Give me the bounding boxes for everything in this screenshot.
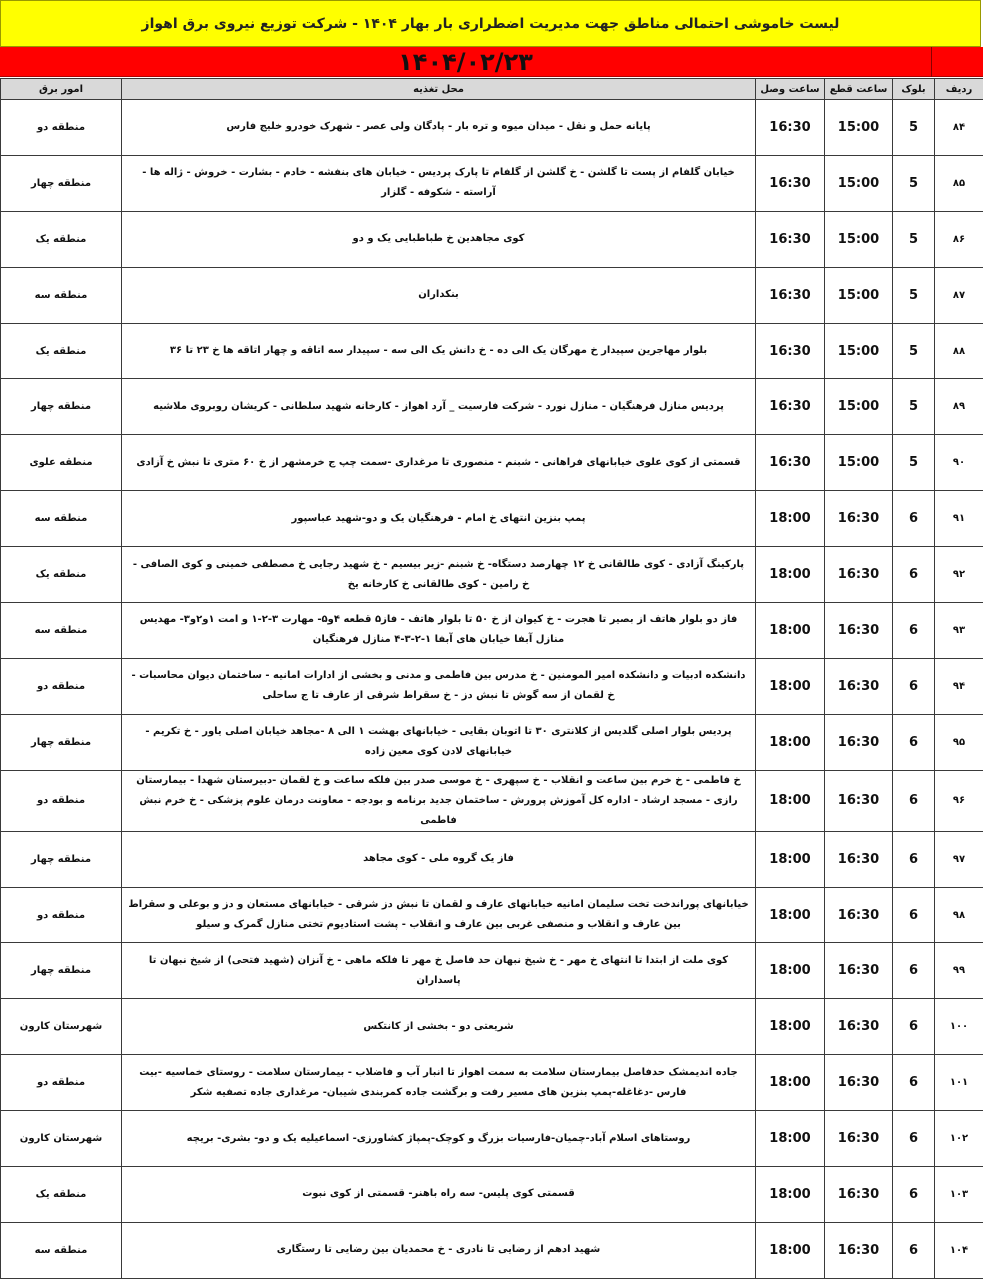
cut-time-cell: 16:30 [825, 547, 893, 603]
block-cell: 5 [893, 435, 935, 491]
location-cell: شریعتی دو - بخشی از کانتکس [122, 999, 756, 1055]
row-number-cell: ۸۹ [935, 379, 983, 435]
row-number-cell: ۹۹ [935, 943, 983, 999]
cut-time-cell: 16:30 [825, 831, 893, 887]
location-cell: فاز دو بلوار هاتف از بصیر تا هجرت - خ کیوان از خ ۵۰ تا بلوار هاتف - فاز۵ قطعه ۴و۵- مهارت ۳-۲-۱ و امت ۱و۲و۳- مهدیس منازل آبفا خیابان های آبفا ۱-۲-۳-۴ منازل فرهنگیان [122, 603, 756, 659]
block-cell: 6 [893, 999, 935, 1055]
connect-time-cell: 16:30 [756, 435, 825, 491]
department-cell: منطقه چهار [1, 714, 122, 770]
location-cell: قسمتی کوی پلیس- سه راه باهنر- قسمتی از کوی نبوت [122, 1167, 756, 1223]
connect-time-cell: 18:00 [756, 658, 825, 714]
location-cell: جاده اندیمشک حدفاصل بیمارستان سلامت به سمت اهواز تا انبار آب و فاضلاب - بیمارستان سلامت - روستای خماسیه -بیت فارس -دغاغله-پمپ بنزین های مسیر رفت و برگشت جاده کمربندی شیبان- مرغداری جاده تصفیه شکر [122, 1055, 756, 1111]
location-cell: پایانه حمل و نقل - میدان میوه و تره بار - پادگان ولی عصر - شهرک خودرو خلیج فارس [122, 100, 756, 156]
block-cell: 6 [893, 714, 935, 770]
connect-time-cell: 18:00 [756, 1111, 825, 1167]
table-row [1, 100, 983, 156]
connect-time-cell: 16:30 [756, 323, 825, 379]
table-row [1, 770, 983, 831]
block-cell: 6 [893, 1222, 935, 1278]
date-banner [0, 47, 983, 77]
title-banner [0, 0, 981, 47]
block-cell: 6 [893, 831, 935, 887]
row-number-cell: ۹۱ [935, 491, 983, 547]
location-cell: پمپ بنزین انتهای خ امام - فرهنگیان یک و دو-شهید عباسپور [122, 491, 756, 547]
connect-time-cell: 16:30 [756, 155, 825, 211]
department-cell: منطقه سه [1, 267, 122, 323]
connect-time-cell: 18:00 [756, 831, 825, 887]
block-cell: 6 [893, 491, 935, 547]
location-cell: بنکداران [122, 267, 756, 323]
block-cell: 6 [893, 603, 935, 659]
cut-time-cell: 15:00 [825, 155, 893, 211]
cut-time-cell: 16:30 [825, 1167, 893, 1223]
table-row [1, 943, 983, 999]
connect-time-cell: 16:30 [756, 267, 825, 323]
connect-time-cell: 18:00 [756, 1167, 825, 1223]
table-row [1, 1055, 983, 1111]
table-row [1, 267, 983, 323]
row-number-cell: ۸۸ [935, 323, 983, 379]
connect-time-cell: 18:00 [756, 943, 825, 999]
department-cell: منطقه یک [1, 211, 122, 267]
cut-time-cell: 15:00 [825, 435, 893, 491]
row-number-cell: ۱۰۰ [935, 999, 983, 1055]
location-cell: کوی مجاهدین خ طباطبایی یک و دو [122, 211, 756, 267]
table-row [1, 491, 983, 547]
table-row [1, 658, 983, 714]
page-title: لیست خاموشی احتمالی مناطق جهت مدیریت اضطراری بار بهار ۱۴۰۴ - شرکت توزیع نیروی برق اهواز [141, 15, 840, 32]
cut-time-cell: 15:00 [825, 323, 893, 379]
block-cell: 6 [893, 547, 935, 603]
department-cell: منطقه یک [1, 323, 122, 379]
connect-time-cell: 18:00 [756, 491, 825, 547]
location-cell: کوی ملت از ابتدا تا انتهای خ مهر - خ شیخ نبهان حد فاصل خ مهر تا فلکه ماهی - خ آنزان (شهید فتحی) از شیخ نبهان تا پاسداران [122, 943, 756, 999]
location-cell: قسمتی از کوی علوی خیابانهای فراهانی - شبنم - منصوری تا مرغداری -سمت چپ ج خرمشهر از خ ۶۰ متری تا نبش خ آزادی [122, 435, 756, 491]
table-row [1, 547, 983, 603]
row-number-cell: ۱۰۲ [935, 1111, 983, 1167]
table-row [1, 714, 983, 770]
block-cell: 5 [893, 267, 935, 323]
block-cell: 5 [893, 100, 935, 156]
schedule-date: ۱۴۰۴/۰۲/۲۳ [398, 48, 533, 76]
table-header-row [1, 79, 983, 100]
cut-time-cell: 16:30 [825, 491, 893, 547]
connect-time-cell: 16:30 [756, 100, 825, 156]
table-row [1, 1111, 983, 1167]
location-cell: پردیس منازل فرهنگیان - منازل نورد - شرکت فارسیت _ آرد اهواز - کارخانه شهید سلطانی - کریشان روبروی ملاشیه [122, 379, 756, 435]
table-row [1, 603, 983, 659]
connect-time-cell: 18:00 [756, 770, 825, 831]
table-row [1, 1222, 983, 1278]
column-header-department: امور برق [1, 79, 122, 100]
block-cell: 6 [893, 943, 935, 999]
block-cell: 5 [893, 379, 935, 435]
connect-time-cell: 18:00 [756, 603, 825, 659]
connect-time-cell: 18:00 [756, 887, 825, 943]
table-row [1, 379, 983, 435]
cut-time-cell: 15:00 [825, 379, 893, 435]
department-cell: منطقه سه [1, 1222, 122, 1278]
table-row [1, 831, 983, 887]
location-cell: روستاهای اسلام آباد-چمیان-فارسیات بزرگ و کوچک-پمپاژ کشاورزی- اسماعیلیه یک و دو- بشری- بریچه [122, 1111, 756, 1167]
department-cell: منطقه چهار [1, 155, 122, 211]
block-cell: 6 [893, 770, 935, 831]
row-number-cell: ۹۵ [935, 714, 983, 770]
row-number-cell: ۸۶ [935, 211, 983, 267]
row-number-cell: ۹۲ [935, 547, 983, 603]
row-number-cell: ۹۴ [935, 658, 983, 714]
outage-table [0, 78, 983, 1279]
department-cell: منطقه یک [1, 1167, 122, 1223]
department-cell: منطقه سه [1, 603, 122, 659]
column-header-connect-time: ساعت وصل [756, 79, 825, 100]
department-cell: منطقه دو [1, 887, 122, 943]
block-cell: 5 [893, 323, 935, 379]
cut-time-cell: 16:30 [825, 714, 893, 770]
row-number-cell: ۹۶ [935, 770, 983, 831]
connect-time-cell: 18:00 [756, 714, 825, 770]
location-cell: خیابان گلفام از پست تا گلشن - خ گلشن از گلفام تا پارک پردیس - خیابان های بنفشه - خادم - بشارت - خروش - ژاله ها - آراسته - شکوفه - گلزار [122, 155, 756, 211]
department-cell: شهرستان کارون [1, 999, 122, 1055]
location-cell: فاز یک گروه ملی - کوی مجاهد [122, 831, 756, 887]
cut-time-cell: 16:30 [825, 770, 893, 831]
table-body [1, 100, 983, 1279]
column-header-cut-time: ساعت قطع [825, 79, 893, 100]
row-number-cell: ۸۴ [935, 100, 983, 156]
department-cell: منطقه چهار [1, 379, 122, 435]
block-cell: 6 [893, 1055, 935, 1111]
block-cell: 6 [893, 887, 935, 943]
block-cell: 5 [893, 211, 935, 267]
table-row [1, 211, 983, 267]
table-row [1, 435, 983, 491]
connect-time-cell: 18:00 [756, 999, 825, 1055]
row-number-cell: ۹۷ [935, 831, 983, 887]
department-cell: منطقه دو [1, 1055, 122, 1111]
cut-time-cell: 15:00 [825, 267, 893, 323]
connect-time-cell: 16:30 [756, 379, 825, 435]
table-row [1, 155, 983, 211]
connect-time-cell: 18:00 [756, 1222, 825, 1278]
row-number-cell: ۸۵ [935, 155, 983, 211]
table-row [1, 887, 983, 943]
cut-time-cell: 16:30 [825, 999, 893, 1055]
cut-time-cell: 16:30 [825, 603, 893, 659]
cut-time-cell: 16:30 [825, 1111, 893, 1167]
department-cell: منطقه یک [1, 547, 122, 603]
column-header-location: محل تغذیه [122, 79, 756, 100]
connect-time-cell: 18:00 [756, 1055, 825, 1111]
department-cell: منطقه دو [1, 658, 122, 714]
row-number-cell: ۹۸ [935, 887, 983, 943]
table-row [1, 323, 983, 379]
cut-time-cell: 15:00 [825, 100, 893, 156]
column-header-block: بلوک [893, 79, 935, 100]
row-number-cell: ۱۰۴ [935, 1222, 983, 1278]
block-cell: 5 [893, 155, 935, 211]
location-cell: بلوار مهاجرین سپیدار خ مهرگان یک الی ده - خ دانش یک الی سه - سپیدار سه اتاقه و چهار اتاقه ها خ ۲۳ تا ۳۶ [122, 323, 756, 379]
table-row [1, 1167, 983, 1223]
location-cell: پردیس بلوار اصلی گلدیس از کلانتری ۳۰ تا اتوبان بقایی - خیابانهای بهشت ۱ الی ۸ -مجاهد خیابان اصلی یاور - خ تکریم - خیابانهای لادن کوی معین زاده [122, 714, 756, 770]
row-number-cell: ۱۰۳ [935, 1167, 983, 1223]
date-divider [931, 47, 932, 77]
connect-time-cell: 18:00 [756, 547, 825, 603]
table-row [1, 999, 983, 1055]
department-cell: منطقه دو [1, 100, 122, 156]
department-cell: منطقه سه [1, 491, 122, 547]
block-cell: 6 [893, 1111, 935, 1167]
department-cell: شهرستان کارون [1, 1111, 122, 1167]
cut-time-cell: 16:30 [825, 943, 893, 999]
cut-time-cell: 16:30 [825, 658, 893, 714]
row-number-cell: ۹۳ [935, 603, 983, 659]
location-cell: پارکینگ آزادی - کوی طالقانی خ ۱۲ چهارصد دستگاه- خ شبنم -زیر بیسیم - خ شهید رجایی خ مصطفی خمینی و کوی الصافی - خ رامین - کوی طالقانی خ کارخانه یخ [122, 547, 756, 603]
block-cell: 6 [893, 658, 935, 714]
department-cell: منطقه دو [1, 770, 122, 831]
cut-time-cell: 16:30 [825, 1055, 893, 1111]
location-cell: دانشکده ادبیات و دانشکده امیر المومنین - خ مدرس بین فاطمی و مدنی و بخشی از ادارات امانیه - ساختمان دیوان محاسبات - خ لقمان از سه گوش تا نبش دز - خ سقراط شرقی از عارف تا ج ساحلی [122, 658, 756, 714]
column-header-row-number: ردیف [935, 79, 983, 100]
department-cell: منطقه چهار [1, 943, 122, 999]
location-cell: خیابانهای پوراندخت تخت سلیمان امانیه خیابانهای عارف و لقمان تا نبش دز شرقی - خیابانهای مستعان و دز و بوعلی و سقراط بین عارف و انقلاب و منصفی غربی بین عارف و انقلاب - پشت استادیوم تختی منازل گمرک و سیلو [122, 887, 756, 943]
department-cell: منطقه علوی [1, 435, 122, 491]
row-number-cell: ۸۷ [935, 267, 983, 323]
cut-time-cell: 15:00 [825, 211, 893, 267]
row-number-cell: ۱۰۱ [935, 1055, 983, 1111]
department-cell: منطقه چهار [1, 831, 122, 887]
connect-time-cell: 16:30 [756, 211, 825, 267]
block-cell: 6 [893, 1167, 935, 1223]
cut-time-cell: 16:30 [825, 887, 893, 943]
location-cell: خ فاطمی - خ خرم بین ساعت و انقلاب - خ سپهری - خ موسی صدر بین فلکه ساعت و خ لقمان -دبیرستان شهدا - بیمارستان رازی - مسجد ارشاد - اداره کل آموزش پرورش - ساختمان جدید برنامه و بودجه - معاونت درمان علوم پزشکی - خ خرم نبش فاطمی [122, 770, 756, 831]
cut-time-cell: 16:30 [825, 1222, 893, 1278]
location-cell: شهید ادهم از رضایی تا نادری - خ محمدیان بین رضایی تا رستگاری [122, 1222, 756, 1278]
row-number-cell: ۹۰ [935, 435, 983, 491]
